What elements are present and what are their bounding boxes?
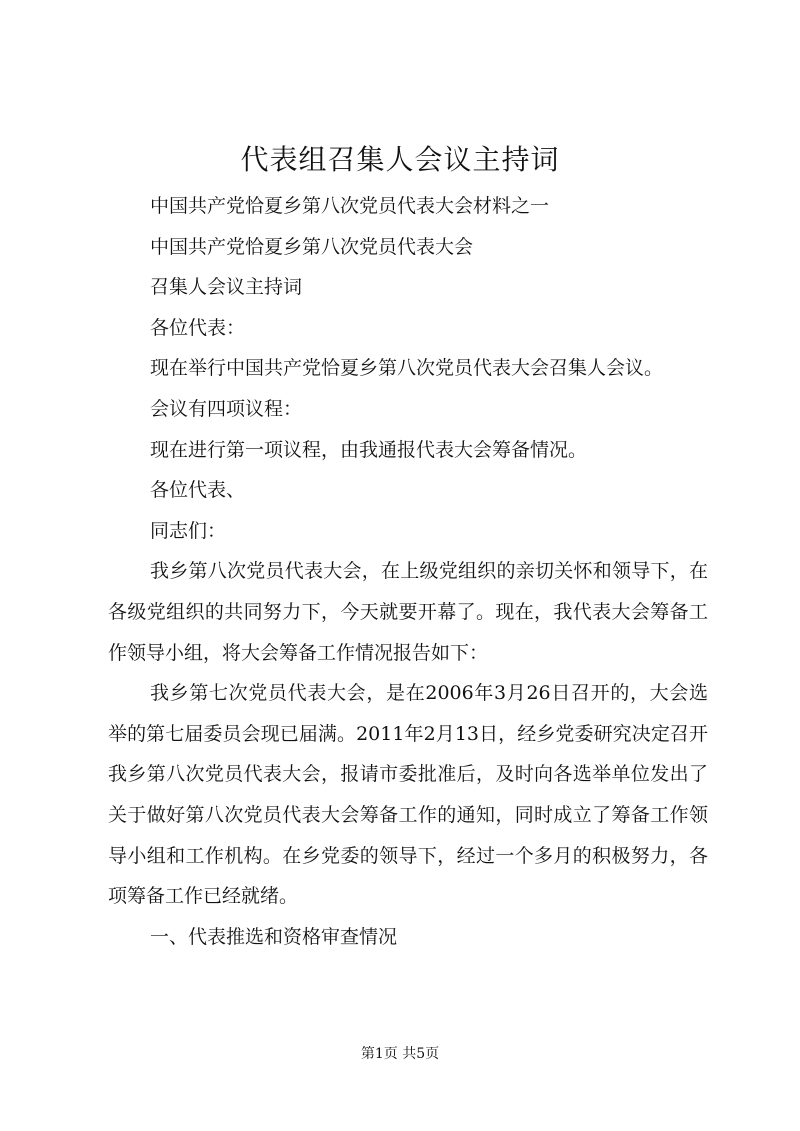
- paragraph: 各位代表：: [150, 316, 246, 339]
- paragraph: 我乡第七次党员代表大会，是在2006年3月26日召开的，大会选举的第七届委员会现已届满。2011年2月13日，经乡党委研究决定召开我乡第八次党员代表大会，报请市委批准后，及时向各选举单位发出了关于做好第八次党员代表大会筹备工作的通知，同时成立了筹备工作领导小组和工作机构。在乡党委的领导下，经过一个多月的积极努力，各项筹备工作已经就绪。: [108, 682, 708, 908]
- paragraph: 会议有四项议程：: [150, 397, 303, 420]
- paragraph: 同志们：: [150, 519, 227, 542]
- paragraph: 现在举行中国共产党恰夏乡第八次党员代表大会召集人会议。: [150, 357, 664, 380]
- paragraph: 各位代表、: [150, 479, 246, 502]
- paragraph: 我乡第八次党员代表大会，在上级党组织的亲切关怀和领导下，在各级党组织的共同努力下，今天就要开幕了。现在，我代表大会筹备工作领导小组，将大会筹备工作情况报告如下：: [108, 560, 708, 664]
- paragraph: 召集人会议主持词: [150, 276, 303, 299]
- section-heading: 一、代表推选和资格审查情况: [150, 925, 398, 948]
- paragraph: 现在进行第一项议程，由我通报代表大会筹备情况。: [150, 438, 588, 461]
- document-title: 代表组召集人会议主持词: [240, 143, 560, 176]
- page-footer: 第1页 共5页: [360, 1046, 440, 1062]
- paragraph: 中国共产党恰夏乡第八次党员代表大会材料之一: [150, 195, 550, 217]
- paragraph: 中国共产党恰夏乡第八次党员代表大会: [150, 235, 474, 258]
- document-body: [108, 186, 708, 957]
